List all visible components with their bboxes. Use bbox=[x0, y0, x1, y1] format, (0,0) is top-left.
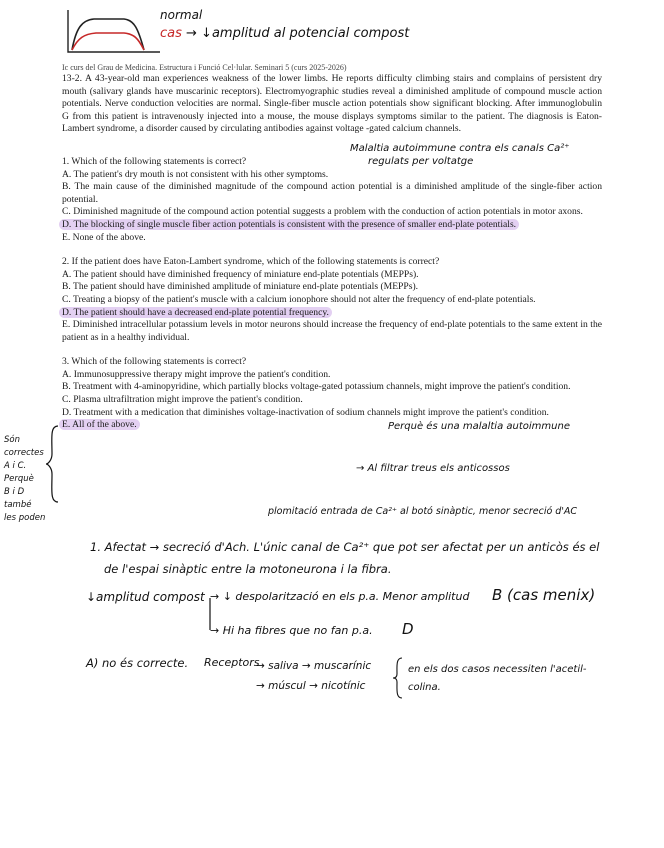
q1-option-b: B. The main cause of the diminished magnitude of the compound action potential is a diminished amplitude of the single-fiber action potential. bbox=[62, 181, 602, 205]
side-note-line: les poden bbox=[4, 513, 46, 523]
note-rec1: → saliva → muscarínic bbox=[256, 660, 372, 672]
note-q3a: Perquè és una malaltia autoimmune bbox=[388, 421, 570, 432]
q3-option-d: D. Treatment with a medication that diminishes voltage-inactivation of sodium channels might improve the patient's condition. bbox=[62, 406, 549, 418]
note-rec2: → múscul → nicotínic bbox=[256, 680, 366, 692]
note-brace-2: colina. bbox=[408, 682, 441, 693]
note-cas-rest: → ↓amplitud al potencial compost bbox=[186, 26, 410, 41]
q2-option-d bbox=[62, 307, 602, 320]
doc-header: Ic curs del Grau de Medicina. Estructura i Funció Cel·lular. Seminari 5 (curs 2025-2026) bbox=[62, 63, 347, 72]
note-receptors: Receptors bbox=[204, 656, 260, 669]
q1-option-e: E. None of the above. bbox=[62, 231, 146, 243]
side-note-line: també bbox=[4, 500, 32, 510]
sketch-normal-curve bbox=[72, 19, 144, 50]
note-q3c: → Al filtrar treus els anticossos bbox=[356, 463, 510, 474]
note-normal: normal bbox=[160, 8, 203, 22]
q3-option-a: A. Immunosuppressive therapy might improve the patient's condition. bbox=[62, 368, 331, 380]
document-body bbox=[62, 63, 602, 432]
q2-option-a: A. The patient should have diminished frequency of miniature end-plate potentials (MEPPs). bbox=[62, 268, 419, 280]
q3-option-e-highlight: E. All of the above. bbox=[59, 419, 140, 430]
note-case-2: regulats per voltatge bbox=[368, 156, 474, 167]
note-cas: cas bbox=[160, 26, 182, 41]
q3-option-c: C. Plasma ultrafiltration might improve the patient's condition. bbox=[62, 394, 303, 406]
q1-option-d-highlight: D. The blocking of single muscle fiber action potentials is consistent with the presence of smaller end-plate potentials. bbox=[59, 219, 519, 230]
note-amp-d: D bbox=[402, 620, 414, 638]
side-note-line: B i D bbox=[4, 487, 25, 497]
q1-option-c: C. Diminished magnitude of the compound action potential suggests a problem with the conduction of action potentials in motor axons. bbox=[62, 206, 583, 218]
q1-stem: 1. Which of the following statements is correct? bbox=[62, 155, 247, 167]
note-n1-line2: de l'espai sinàptic entre la motoneurona i la fibra. bbox=[104, 562, 392, 576]
note-amp-label: ↓amplitud compost bbox=[86, 590, 205, 604]
q2-option-b: B. The patient should have diminished amplitude of miniature end-plate potentials (MEPPs). bbox=[62, 281, 419, 293]
receptor-brace bbox=[392, 656, 404, 700]
side-brace bbox=[44, 424, 60, 504]
q3-option-b: B. Treatment with 4-aminopyridine, which partially blocks voltage-gated potassium channels, might improve the patient's condition. bbox=[62, 381, 571, 393]
q1-option-a: A. The patient's dry mouth is not consistent with his other symptoms. bbox=[62, 168, 329, 180]
note-n1-line1: 1. Afectat → secreció d'Ach. L'únic canal de Ca²⁺ que pot ser afectat per un anticòs és el bbox=[90, 540, 600, 554]
case-text: 13-2. A 43-year-old man experiences weakness of the lower limbs. He reports difficulty climbing stairs and complains of persistent dry mouth (salivary glands have muscarinic receptors). Electromyographic studies reveal a diminished amplitude of compound muscle action potentials. Nerve conduction velocities are normal. Single-fiber muscle action potentials show significant blocking. After immunoglobulin G from this patient is intravenously injected into a mouse, the mouse displays symptoms similar to the patient. The diagnosis is Eaton-Lambert syndrome, a disorder caused by circulating antibodies against voltage -gated calcium channels. bbox=[62, 73, 602, 135]
side-note-line: correctes bbox=[4, 448, 44, 458]
q2-option-e: E. Diminished intracellular potassium levels in motor neurons should increase the frequency of end-plate potentials to the same extent in the patient as in a healthy individual. bbox=[62, 319, 602, 343]
q2-stem: 2. If the patient does have Eaton-Lambert syndrome, which of the following statements is correct? bbox=[62, 256, 440, 268]
side-note-line: A i C. bbox=[4, 461, 27, 471]
side-note-line: Són bbox=[4, 435, 20, 445]
note-brace-1: en els dos casos necessiten l'acetil- bbox=[408, 664, 587, 675]
sketch-axes bbox=[68, 10, 160, 52]
side-note-line: Perquè bbox=[4, 474, 34, 484]
q3-stem: 3. Which of the following statements is correct? bbox=[62, 356, 247, 368]
note-cas-line bbox=[160, 26, 409, 41]
potential-sketch-graph bbox=[62, 8, 162, 56]
note-amp-branch1: → ↓ despolarització en els p.a. Menor amplitud bbox=[210, 590, 470, 603]
note-above: plomitació entrada de Ca²⁺ al botó sinàptic, menor secreció d'AC bbox=[268, 506, 578, 517]
q1-option-d bbox=[62, 219, 602, 232]
note-amp-b: B (cas menix) bbox=[492, 586, 596, 604]
q2-option-c: C. Treating a biopsy of the patient's muscle with a calcium ionophore should not alter the frequency of end-plate potentials. bbox=[62, 293, 536, 305]
sketch-case-curve bbox=[72, 33, 144, 50]
note-case-1: Malaltia autoimmune contra els canals Ca²⁺ bbox=[350, 143, 570, 154]
note-amp-branch2: → Hi ha fibres que no fan p.a. bbox=[210, 624, 373, 637]
q2-option-d-highlight: D. The patient should have a decreased end-plate potential frequency. bbox=[59, 307, 332, 318]
note-a-label: A) no és correcte. bbox=[86, 656, 189, 670]
